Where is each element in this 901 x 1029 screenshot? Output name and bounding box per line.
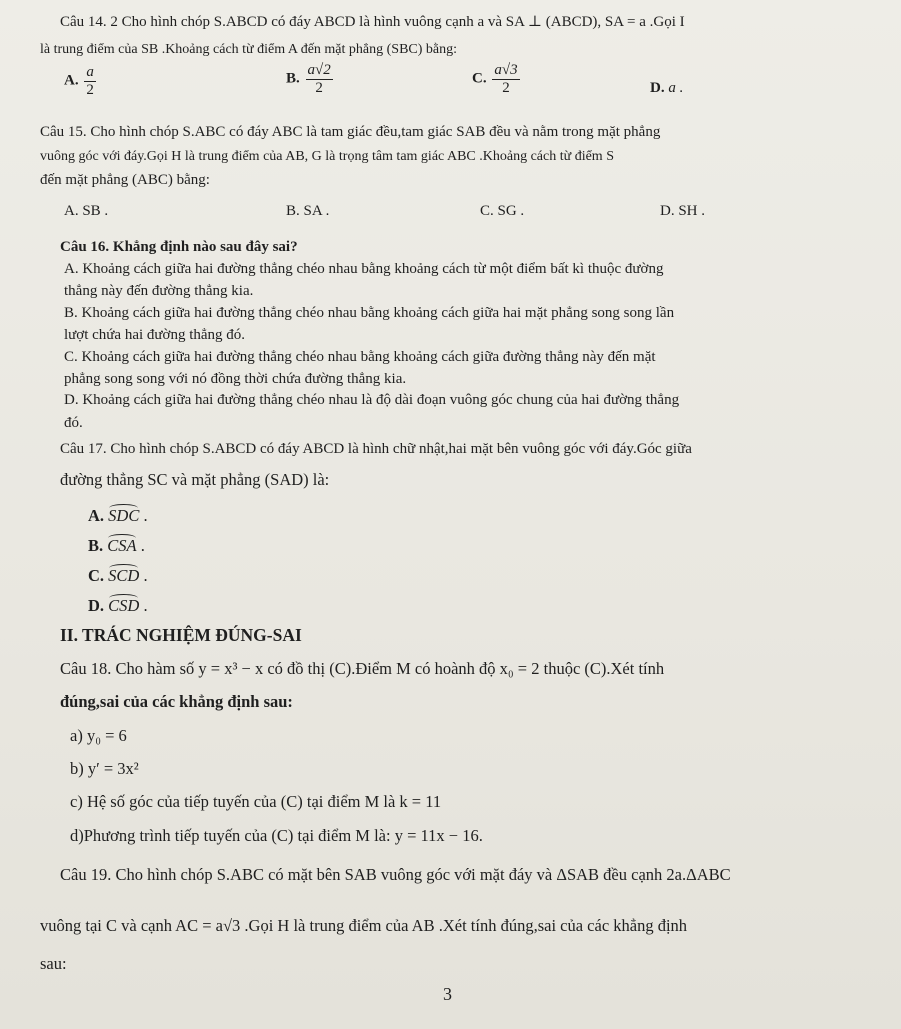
- page-number: 3: [443, 984, 452, 1004]
- q17-line-1: Câu 17. Cho hình chóp S.ABCD có đáy ABCD là hình chữ nhật,hai mặt bên vuông góc với đáy.Góc giữa: [60, 441, 692, 457]
- q18-statement-c: c) Hệ số góc của tiếp tuyến của (C) tại điểm M là k = 11: [70, 792, 442, 811]
- q18-line-1: Câu 18. Cho hàm số y = x³ − x có đồ thị (C).Điểm M có hoành độ x₀ = 2 thuộc (C).Xét tính: [60, 659, 665, 678]
- q16-option-c-line-2: phẳng song song với nó đồng thời chứa đường thẳng kia.: [64, 371, 407, 387]
- q15-option-d: D. SH .: [660, 203, 706, 219]
- q18-statement-d: d)Phương trình tiếp tuyến của (C) tại điểm M là: y = 11x − 16.: [70, 826, 483, 845]
- q17-line-2: đường thẳng SC và mặt phẳng (SAD) là:: [60, 470, 330, 489]
- q19-line-3: sau:: [40, 954, 67, 973]
- q19-line-2: vuông tại C và cạnh AC = a√3 .Gọi H là trung điểm của AB .Xét tính đúng,sai của các khẳng định: [40, 916, 688, 935]
- q16-option-b-line-1: B. Khoảng cách giữa hai đường thẳng chéo nhau bằng khoảng cách giữa hai mặt phẳng song song lần: [64, 305, 675, 321]
- q18-statement-b: b) y′ = 3x²: [70, 759, 139, 778]
- q19-line-1: Câu 19. Cho hình chóp S.ABC có mặt bên SAB vuông góc với mặt đáy và ΔSAB đều cạnh 2a.ΔABC: [60, 865, 731, 884]
- q15-line-1: Câu 15. Cho hình chóp S.ABC có đáy ABC là tam giác đều,tam giác SAB đều và nằm trong mặt phẳng: [40, 124, 661, 140]
- q16-option-a-line-2: thẳng này đến đường thẳng kia.: [64, 283, 254, 299]
- q16-title: Câu 16. Khẳng định nào sau đây sai?: [60, 239, 298, 255]
- q15-option-c: C. SG .: [480, 203, 525, 219]
- q17-option-b: B. CSA .: [88, 536, 145, 555]
- q16-option-c-line-1: C. Khoảng cách giữa hai đường thẳng chéo nhau bằng khoảng cách giữa đường thẳng này đến mặt: [64, 349, 656, 365]
- section-heading: II. TRÁC NGHIỆM ĐÚNG-SAI: [60, 625, 302, 645]
- q14-line-1: Câu 14. 2 Cho hình chóp S.ABCD có đáy ABCD là hình vuông cạnh a và SA ⊥ (ABCD), SA = a .Gọi I: [60, 14, 685, 30]
- q15-line-2: vuông góc với đáy.Gọi H là trung điểm của AB, G là trọng tâm tam giác ABC .Khoảng cách từ điểm S: [40, 149, 614, 164]
- q18-statement-a: a) y₀ = 6: [70, 726, 127, 745]
- q15-option-b: B. SA .: [286, 203, 330, 219]
- q16-option-d-line-1: D. Khoảng cách giữa hai đường thẳng chéo nhau là độ dài đoạn vuông góc chung của hai đường thẳng: [64, 392, 680, 408]
- q15-line-3: đến mặt phẳng (ABC) bằng:: [40, 172, 210, 188]
- q15-option-a: A. SB .: [64, 203, 109, 219]
- q16-option-d-line-2: đó.: [64, 415, 83, 431]
- q14-option-c: C. $\frac{a√3}{2}$: [472, 62, 518, 96]
- q17-option-d: D. CSD .: [88, 596, 148, 615]
- q14-option-a: A. $\frac{a}{2}$: [64, 64, 94, 98]
- q18-line-2: đúng,sai của các khẳng định sau:: [60, 692, 293, 711]
- q16-option-a-line-1: A. Khoảng cách giữa hai đường thẳng chéo nhau bằng khoảng cách từ một điểm bất kì thuộc đường: [64, 261, 664, 277]
- q17-option-a: A. SDC .: [88, 506, 148, 525]
- q16-option-b-line-2: lượt chứa hai đường thẳng đó.: [64, 327, 246, 343]
- q14-option-b: B. $\frac{a√2}{2}$: [286, 62, 331, 96]
- q14-line-2: là trung điểm của SB .Khoảng cách từ điểm A đến mặt phẳng (SBC) bằng:: [40, 42, 458, 57]
- q17-option-c: C. SCD .: [88, 566, 148, 585]
- q14-option-d: D. a .: [650, 80, 684, 96]
